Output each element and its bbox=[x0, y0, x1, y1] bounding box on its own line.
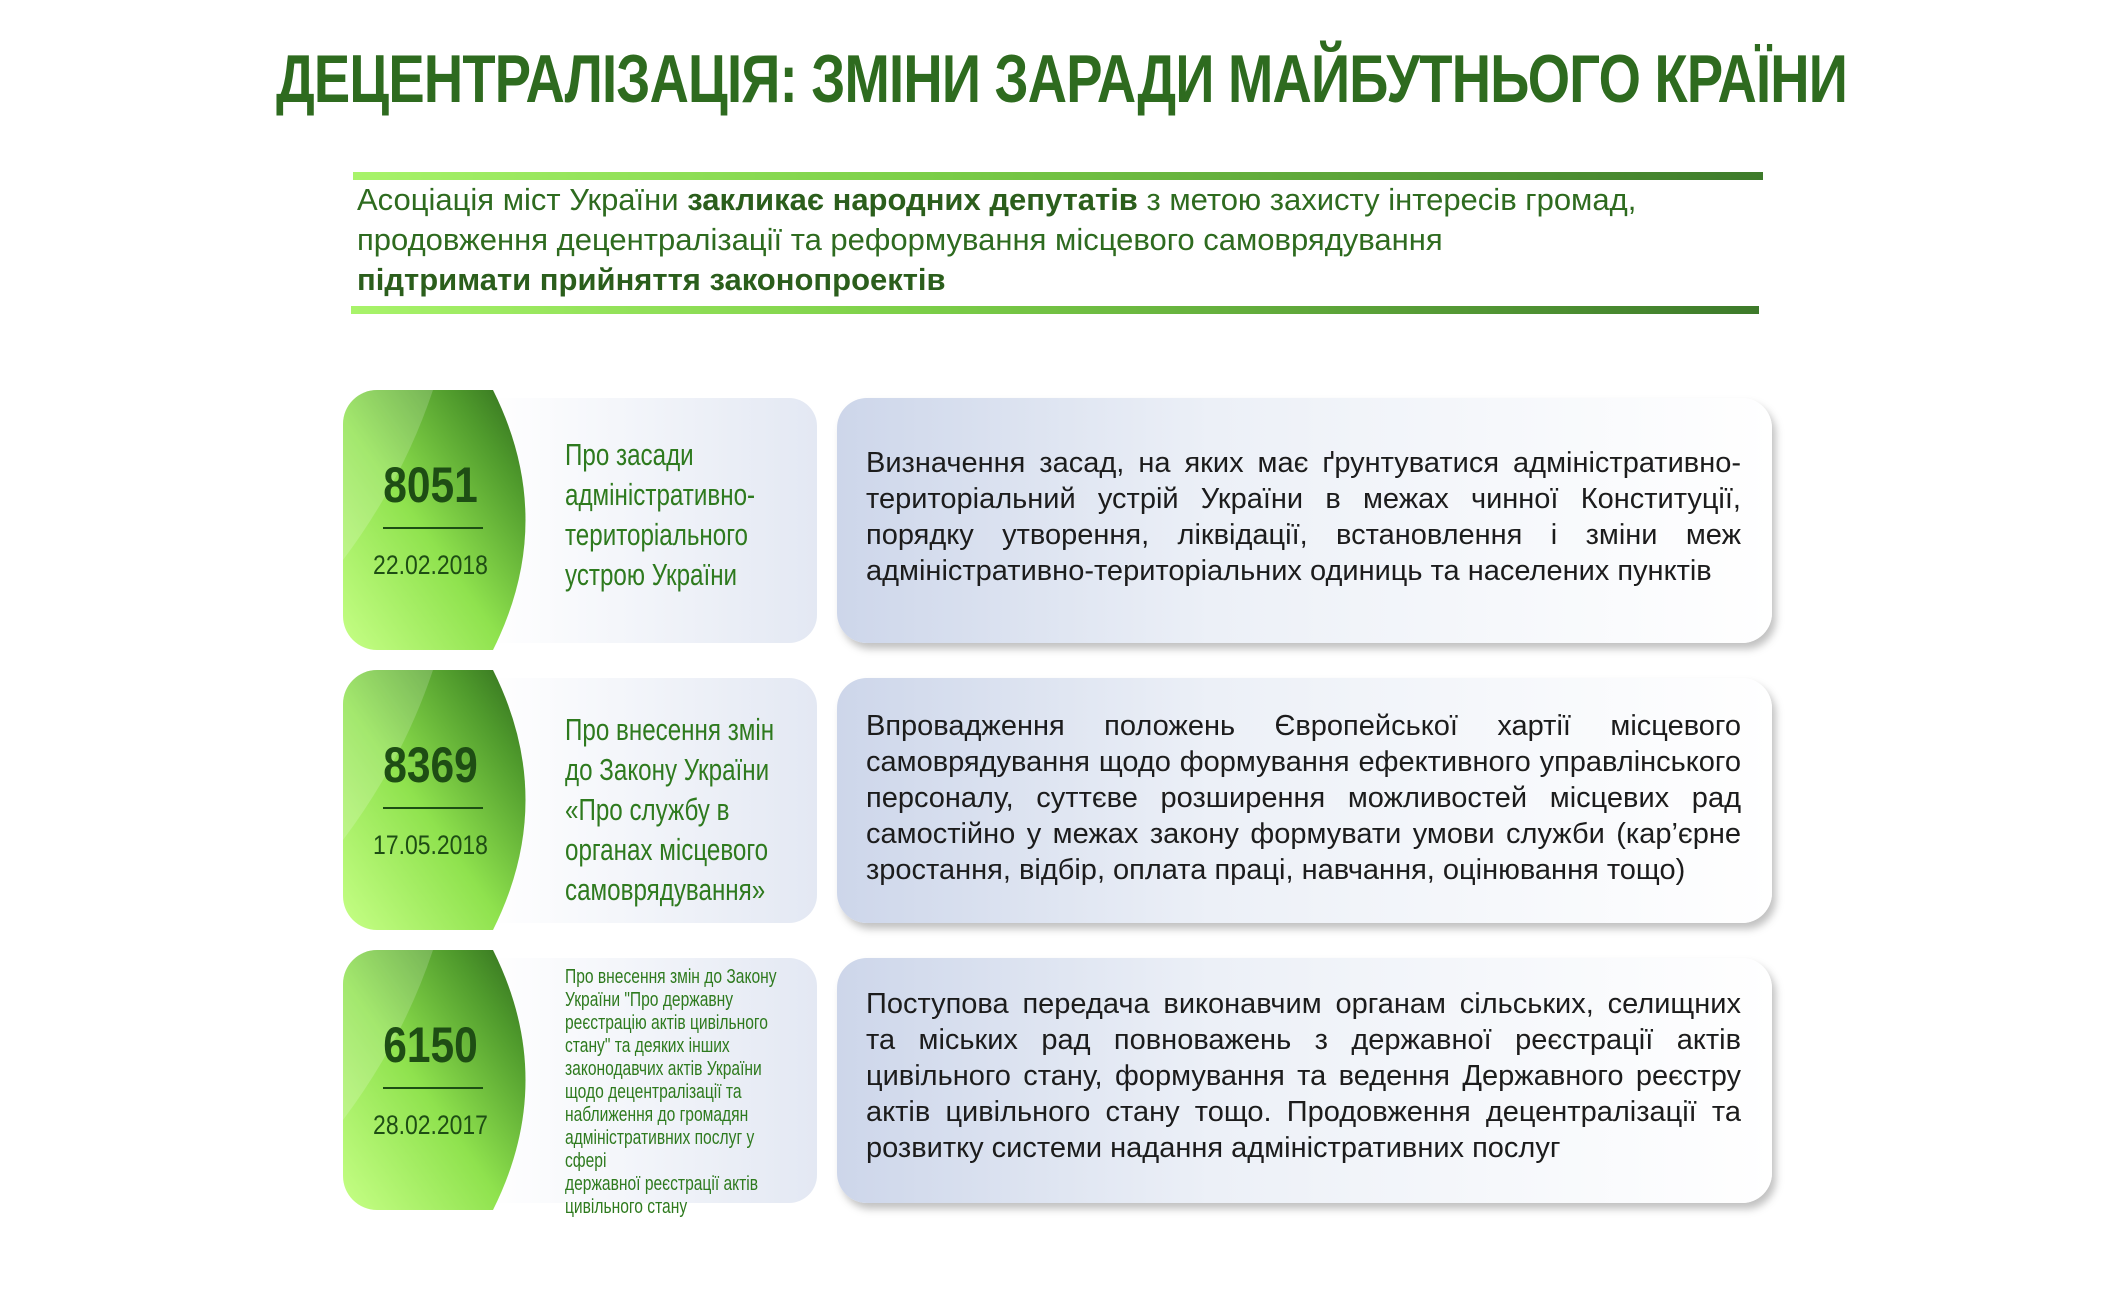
bill-date: 28.02.2017 bbox=[373, 1110, 488, 1140]
bill-date: 22.02.2018 bbox=[373, 550, 488, 580]
intro-bold1: закликає народних депутатів bbox=[687, 182, 1138, 217]
bill-title: Про внесення змін до Закону України "Про державну реєстрацію актів цивільного стану" та деяких інших законодавчих актів України щодо децентралізації та наближення до громадян адміністративних послуг у сфері державної реєстрації актів цивільного стану bbox=[565, 966, 777, 1218]
bill-date: 17.05.2018 bbox=[373, 830, 488, 860]
bill-number: 6150 bbox=[383, 1017, 478, 1073]
bill-title: Про засади адміністративно- територіального устрою України bbox=[565, 437, 756, 592]
bill-divider bbox=[383, 527, 483, 529]
intro-text bbox=[357, 180, 1777, 300]
bill-title: Про внесення змін до Закону України «Про службу в органах місцевого самоврядування» bbox=[565, 712, 775, 907]
bill-divider bbox=[383, 1087, 483, 1089]
bill-description: Впровадження положень Європейської хартії місцевого самоврядування щодо формування ефективного управлінського персоналу, суттєве розширення можливостей місцевих рад самостійно у межах закону формувати умови служби (кар’єрне зростання, відбір, оплата праці, навчання, оцінювання тощо) bbox=[866, 710, 1741, 886]
bill-description: Визначення засад, на яких має ґрунтуватися адміністративно-територіальний устрій України в межах чинної Конституції, порядку утворення, ліквідації, встановлення і зміни меж адміністративно-територіальних одиниць та населених пунктів bbox=[866, 447, 1741, 587]
bill-badge bbox=[343, 670, 543, 930]
intro-bold2: підтримати прийняття законопроектів bbox=[357, 262, 946, 297]
page-title: ДЕЦЕНТРАЛІЗАЦІЯ: ЗМІНИ ЗАРАДИ МАЙБУТНЬОГО КРАЇНИ bbox=[275, 41, 1848, 117]
bill-row-8051 bbox=[0, 390, 2123, 650]
badge-gradient-shape bbox=[343, 670, 543, 930]
bill-description: Поступова передача виконавчим органам сільських, селищних та міських рад повноважень з державної реєстрації актів цивільного стану, формування та ведення Державного реєстру актів цивільного стану тощо. Продовження децентралізації та розвитку системи надання адміністративних послуг bbox=[866, 988, 1741, 1164]
intro-part1: Асоціація міст України bbox=[357, 182, 688, 217]
bill-number: 8051 bbox=[383, 457, 478, 513]
bill-badge bbox=[343, 950, 543, 1210]
badge-gradient-shape bbox=[343, 390, 543, 650]
bill-number: 8369 bbox=[383, 737, 478, 793]
top-divider bbox=[353, 172, 1763, 180]
bill-divider bbox=[383, 807, 483, 809]
bill-row-8369 bbox=[0, 670, 2123, 930]
bill-badge bbox=[343, 390, 543, 650]
badge-gradient-shape bbox=[343, 950, 543, 1210]
intro-part2: з метою захисту інтересів громад, продовження децентралізації та реформування місцевого самоврядування bbox=[357, 182, 1637, 257]
bottom-divider bbox=[351, 306, 1759, 314]
bill-row-6150 bbox=[0, 950, 2123, 1218]
